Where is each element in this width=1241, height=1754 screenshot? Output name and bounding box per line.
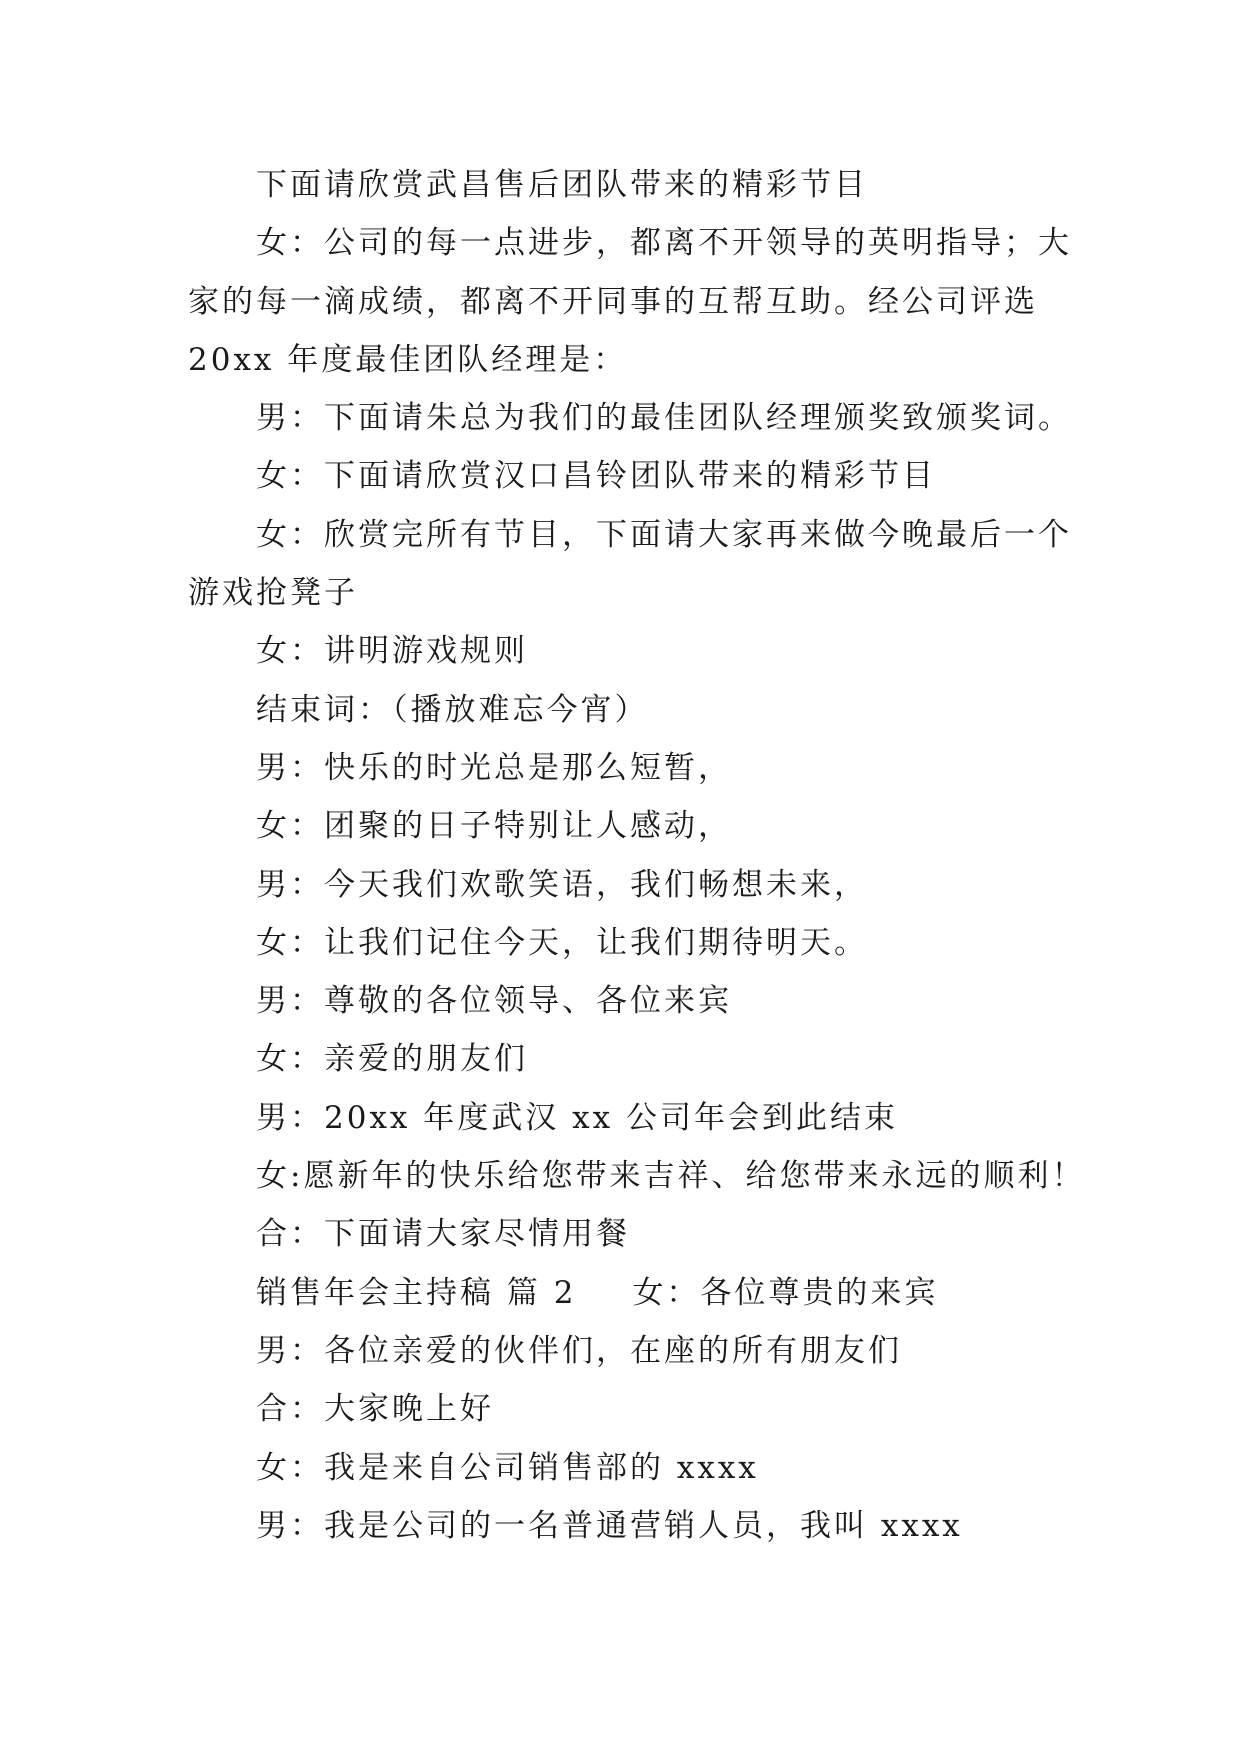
- paragraph-line: 家的每一滴成绩，都离不开同事的互帮互助。经公司评选: [188, 283, 1038, 320]
- document-body: [188, 156, 1086, 1555]
- paragraph-line: 男：下面请朱总为我们的最佳团队经理颁奖致颁奖词。: [256, 400, 1072, 437]
- paragraph-line: 下面请欣赏武昌售后团队带来的精彩节目: [256, 167, 868, 203]
- paragraph-line: 女:愿新年的快乐给您带来吉祥、给您带来永远的顺利！: [256, 1158, 1086, 1195]
- paragraph-line: 男：今天我们欢歌笑语，我们畅想未来，: [256, 866, 868, 903]
- paragraph-line: 女：讲明游戏规则: [256, 633, 528, 670]
- paragraph-line: 合：大家晚上好: [256, 1391, 494, 1428]
- section-heading: 销售年会主持稿 篇 2: [256, 1274, 577, 1311]
- paragraph-line: 男：我是公司的一名普通营销人员，我叫 xxxx: [256, 1507, 963, 1544]
- paragraph-line: 女：公司的每一点进步，都离不开领导的英明指导；大: [256, 225, 1072, 262]
- paragraph-line: 女：团聚的日子特别让人感动，: [256, 808, 732, 845]
- paragraph-line: 女：下面请欣赏汉口昌铃团队带来的精彩节目: [256, 458, 936, 495]
- paragraph-line: 女：亲爱的朋友们: [256, 1041, 528, 1078]
- paragraph-inline: 女：各位尊贵的来宾: [632, 1274, 939, 1311]
- paragraph-line: 男：尊敬的各位领导、各位来宾: [256, 983, 732, 1020]
- paragraph-line: 男：快乐的时光总是那么短暂，: [256, 749, 732, 786]
- paragraph-line: 20xx 年度最佳团队经理是：: [188, 341, 628, 378]
- paragraph-line: 男：20xx 年度武汉 xx 公司年会到此结束: [256, 1099, 898, 1136]
- paragraph-line: 女：让我们记住今天，让我们期待明天。: [256, 924, 868, 961]
- paragraph-line: 结束词：（播放难忘今宵）: [256, 691, 649, 728]
- paragraph-line: 女：欣赏完所有节目，下面请大家再来做今晚最后一个: [256, 516, 1072, 553]
- paragraph-line: 游戏抢凳子: [188, 575, 358, 612]
- paragraph-line: 男：各位亲爱的伙伴们，在座的所有朋友们: [256, 1332, 902, 1369]
- paragraph-line: 女：我是来自公司销售部的 xxxx: [256, 1449, 759, 1486]
- paragraph-line: 合：下面请大家尽情用餐: [256, 1216, 630, 1253]
- section-heading-line: [188, 1264, 1068, 1322]
